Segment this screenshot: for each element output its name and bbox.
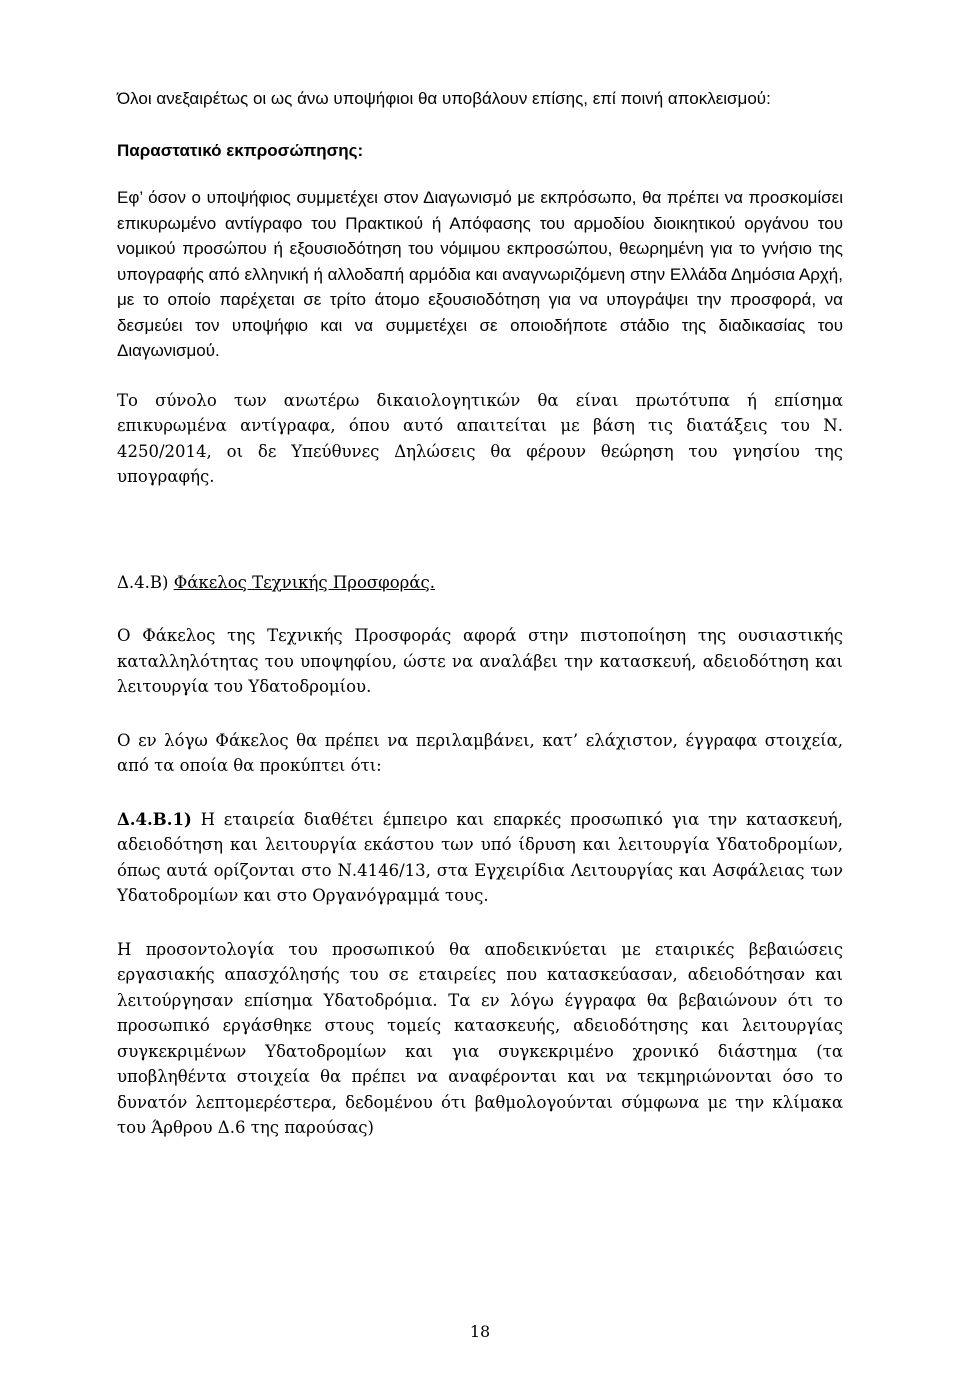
section-title: Φάκελος Τεχνικής Προσφοράς. [173, 572, 435, 592]
representation-paragraph: Εφ’ όσον ο υποψήφιος συμμετέχει στον Διαγωνισμό με εκπρόσωπο, θα πρέπει να προσκομίσει επικυρωμένο αντίγραφο του Πρακτικού ή Απόφασης του αρμοδίου διοικητικού οργάνου του νομικού προσώπου ή εξουσιοδότηση του νόμιμου εκπροσώπου, θεωρημένη για το γνήσιο της υπογραφής από ελληνική ή αλλοδαπή αρμόδια και αναγνωριζόμενη στην Ελλάδα Δημόσια Αρχή, με το οποίο παρέχεται σε τρίτο άτομο εξουσιοδότηση για να υπογράψει την προσφορά, να δεσμεύει τον υποψήφιο και να συμμετέχει σε οποιοδήποτε στάδιο της διαδικασίας του Διαγωνισμού. [117, 188, 843, 360]
staff-paragraph: Η προσοντολογία του προσωπικού θα αποδεικνύεται με εταιρικές βεβαιώσεις εργασιακής απασχόλησής του σε εταιρείες που κατασκεύασαν, αδειοδότησαν και λειτούργησαν επίσημα Υδατοδρόμια. Τα εν λόγω έγγραφα θα βεβαιώνουν ότι το προσωπικό εργάσθηκε στους τομείς κατασκευής, αδειοδότησης και λειτουργίας συγκεκριμένων Υδατοδρομίων και για συγκεκριμένο χρονικό διάστημα (τα υποβληθέντα στοιχεία θα πρέπει να αναφέρονται και να τεκμηριώνονται όσο το δυνατόν λεπτομερέστερα, δεδομένου ότι βαθμολογούνται σύμφωνα με την κλίμακα του Άρθρου Δ.6 της παρούσας) [117, 939, 843, 1137]
documents-paragraph: Ο εν λόγω Φάκελος θα πρέπει να περιλαμβάνει, κατ’ ελάχιστον, έγγραφα στοιχεία, από τα οποία θα προκύπτει ότι: [117, 730, 843, 775]
originals-paragraph: Το σύνολο των ανωτέρω δικαιολογητικών θα είναι πρωτότυπα ή επίσημα επικυρωμένα αντίγραφα, όπου αυτό απαιτείται με βάση τις διατάξεις του Ν. 4250/2014, οι δε Υπεύθυνες Δηλώσεις θα φέρουν θεώρηση του γνησίου της υπογραφής. [117, 390, 843, 486]
intro-paragraph: Όλοι ανεξαιρέτως οι ως άνω υποψήφιοι θα υποβάλουν επίσης, επί ποινή αποκλεισμού: [117, 89, 771, 108]
section-number: Δ.4.Β) [117, 572, 169, 592]
item-text: Η εταιρεία διαθέτει έμπειρο και επαρκές προσωπικό για την κατασκευή, αδειοδότηση και λειτουργία εκάστου των υπό ίδρυση και λειτουργία Υδατοδρομίων, όπως αυτά ορίζονται στο Ν.4146/13, στα Εγχειρίδια Λειτουργίας και Ασφάλειας των Υδατοδρομίων και στο Οργανόγραμμά τους. [117, 809, 843, 905]
item-label: Δ.4.Β.1) [117, 809, 192, 829]
technical-intro-paragraph: Ο Φάκελος της Τεχνικής Προσφοράς αφορά στην πιστοποίηση της ουσιαστικής καταλληλότητας του υποψηφίου, ώστε να αναλάβει την κατασκευή, αδειοδότηση και λειτουργία του Υδατοδρομίου. [117, 626, 843, 696]
item-paragraph [117, 807, 843, 909]
document-page [117, 86, 843, 1141]
page-number: 18 [469, 1322, 491, 1341]
representation-heading: Παραστατικό εκπροσώπησης: [117, 140, 364, 160]
section-heading [117, 570, 843, 596]
